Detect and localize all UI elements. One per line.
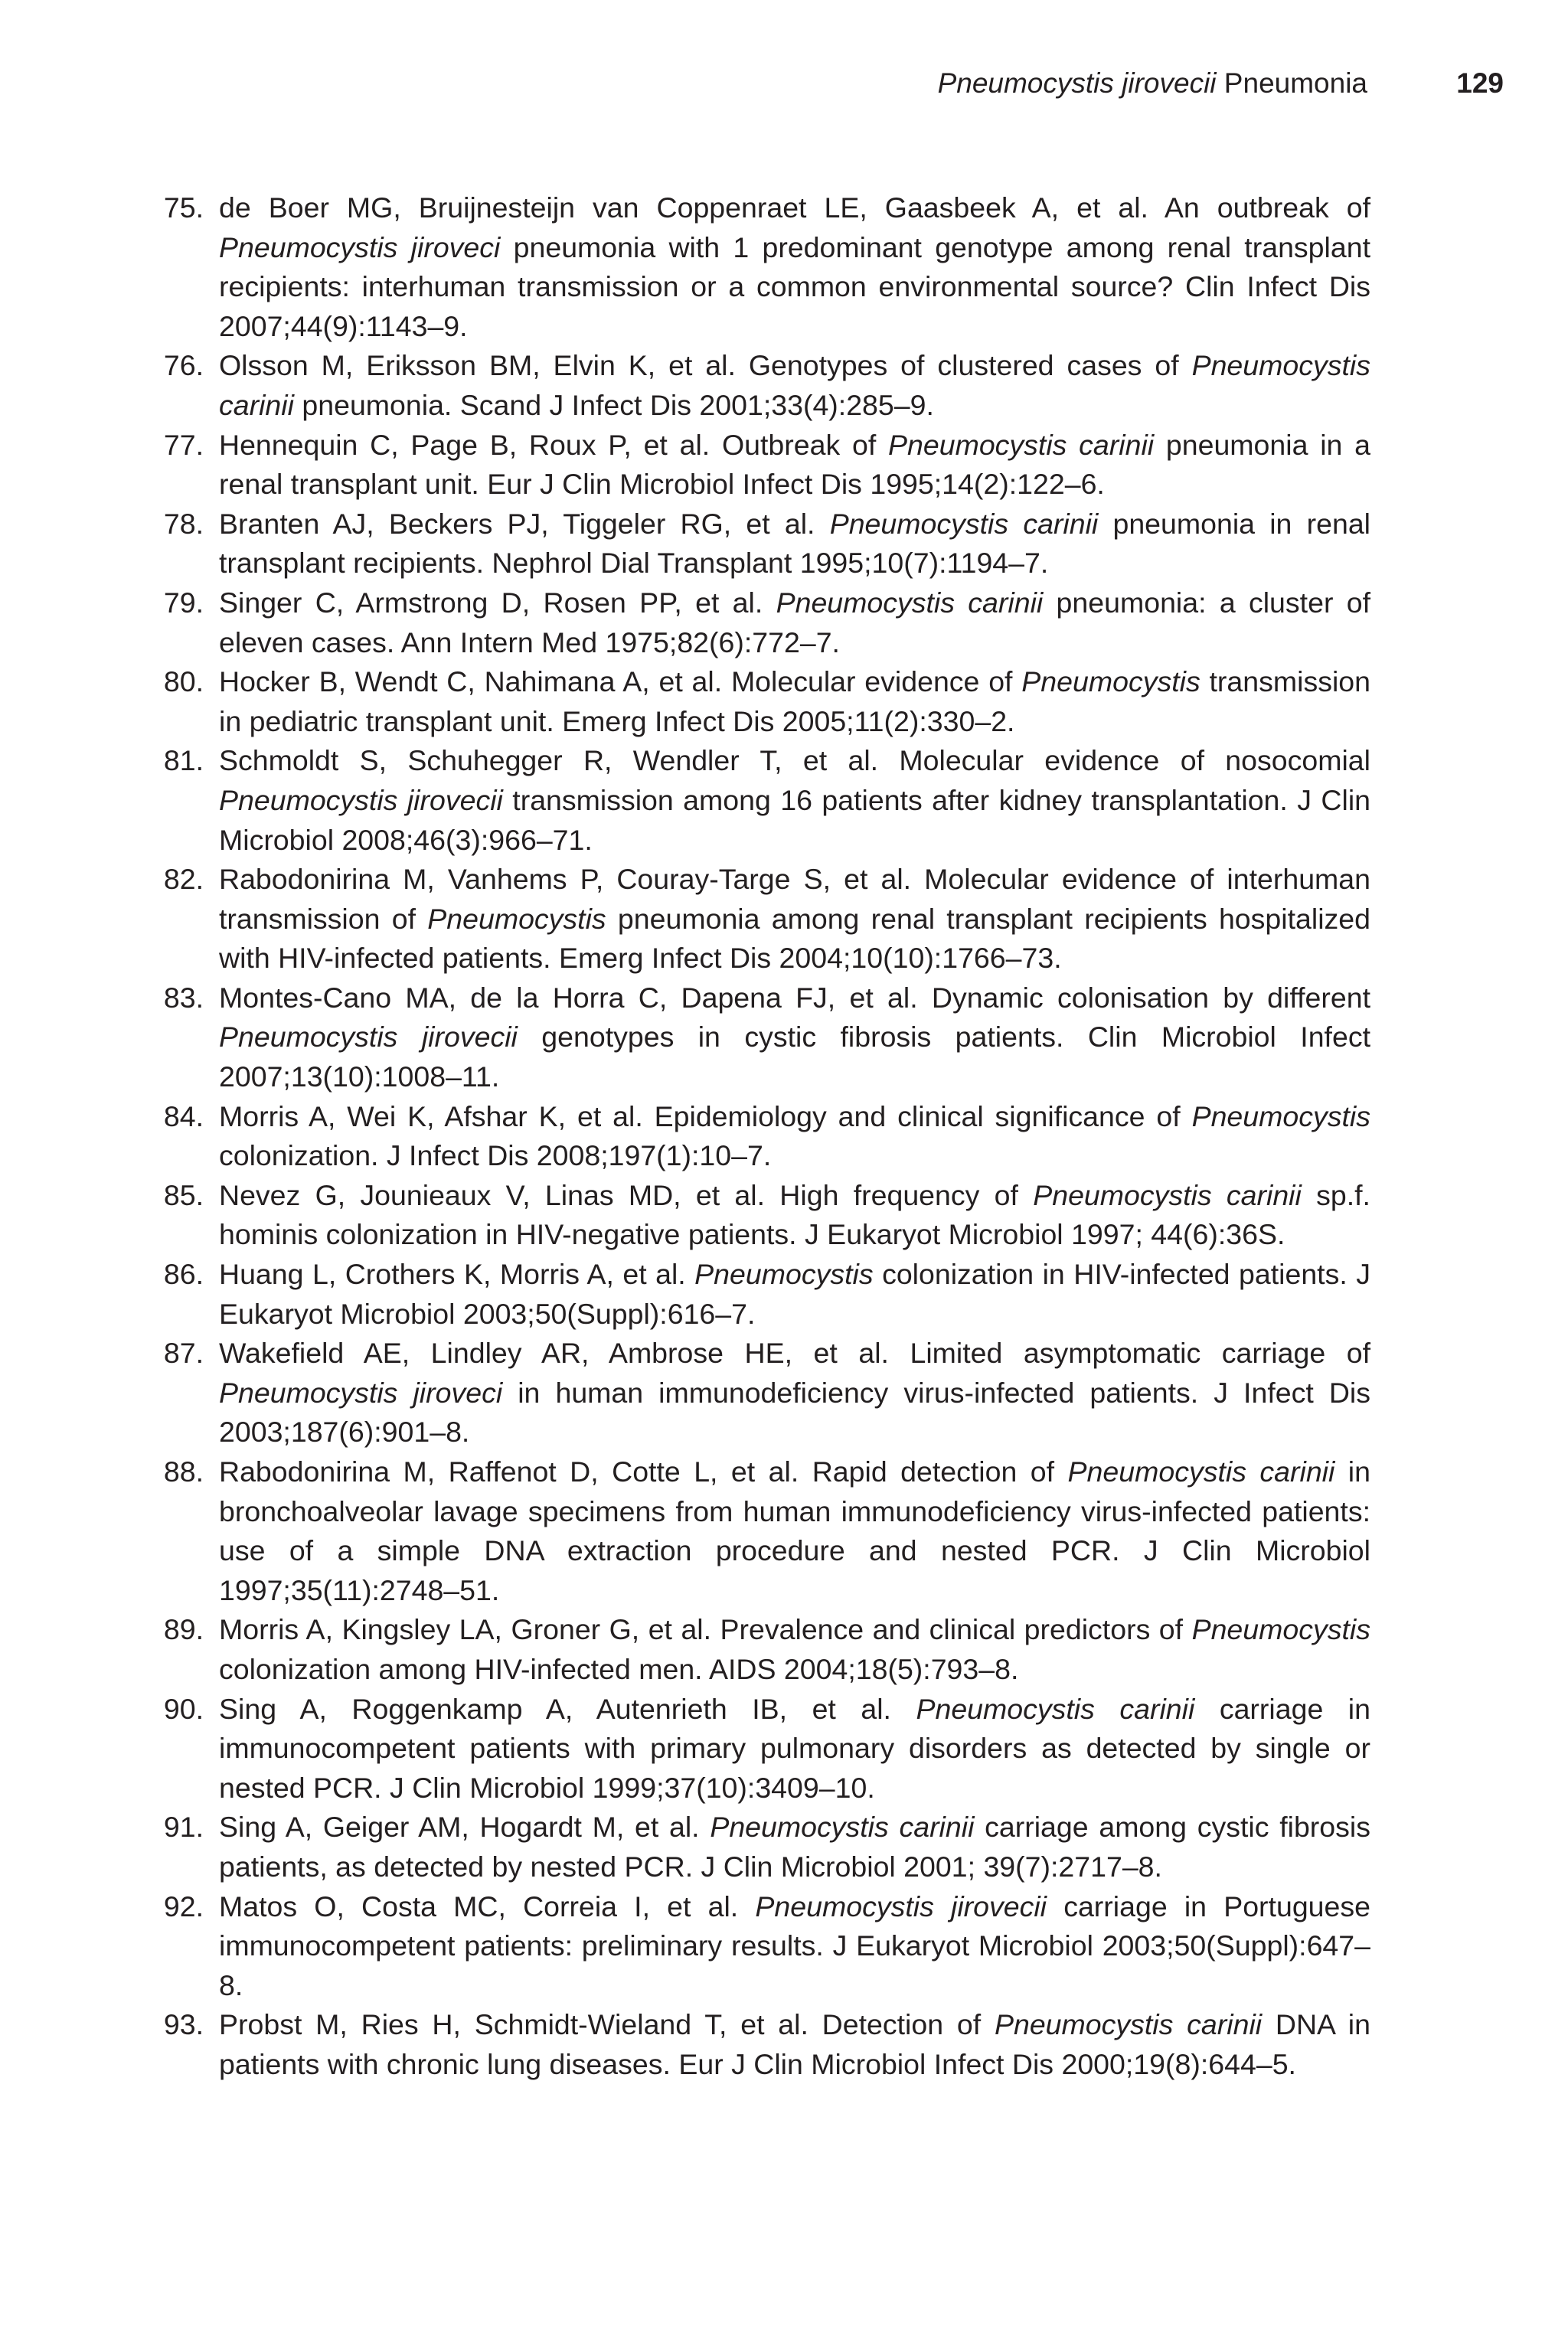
- reference-item: [153, 1097, 1370, 1176]
- reference-number: 89.: [163, 1613, 204, 1646]
- reference-text-segment: Probst M, Ries H, Schmidt-Wieland T, et al. Detection of: [219, 2008, 995, 2041]
- reference-species-name: Pneumocystis: [1191, 1613, 1370, 1646]
- reference-text-segment: Wakefield AE, Lindley AR, Ambrose HE, et al. Limited asymptomatic carriage of: [219, 1337, 1370, 1370]
- reference-text-segment: Hocker B, Wendt C, Nahimana A, et al. Molecular evidence of: [219, 665, 1022, 698]
- reference-text: [219, 982, 1370, 1093]
- reference-text: [219, 1258, 1370, 1330]
- reference-item: [153, 426, 1370, 505]
- reference-text: [219, 1613, 1370, 1685]
- reference-species-name: Pneumocystis jirovecii: [219, 783, 503, 816]
- reference-text-segment: pneumonia. Scand J Infect Dis 2001;33(4):285–9.: [293, 388, 934, 421]
- reference-text: [219, 1179, 1370, 1251]
- reference-text-segment: Olsson M, Eriksson BM, Elvin K, et al. Genotypes of clustered cases of: [219, 349, 1192, 382]
- reference-item: [153, 1808, 1370, 1886]
- reference-text-segment: Rabodonirina M, Raffenot D, Cotte L, et al. Rapid detection of: [219, 1455, 1068, 1488]
- reference-text: [219, 586, 1370, 658]
- reference-species-name: Pneumocystis: [427, 902, 606, 935]
- reference-number: 76.: [163, 349, 204, 382]
- reference-item: [153, 1334, 1370, 1452]
- reference-number: 77.: [163, 428, 204, 461]
- reference-text-segment: Nevez G, Jounieaux V, Linas MD, et al. High frequency of: [219, 1178, 1034, 1211]
- reference-species-name: Pneumocystis carinii: [710, 1811, 975, 1844]
- reference-species-name: Pneumocystis carinii: [1033, 1178, 1302, 1211]
- reference-number: 86.: [163, 1258, 204, 1291]
- reference-text-segment: Rabodonirina M, Vanhems P, Couray-Targe S, et al. Molecular evidence of interhuman transmission of: [219, 863, 1370, 935]
- reference-text-segment: pneumonia among renal transplant recipients hospitalized with HIV-infected patients. Emerg Infect Dis 2004;10(10):1766–73.: [219, 902, 1370, 975]
- reference-number: 85.: [163, 1178, 204, 1211]
- reference-species-name: Pneumocystis carinii: [829, 507, 1099, 540]
- reference-item: [153, 1690, 1370, 1808]
- page-number: 129: [1456, 67, 1504, 99]
- reference-text-segment: carriage among cystic fibrosis patients, as detected by nested PCR. J Clin Microbiol 2001; 39(7):2717–8.: [219, 1811, 1370, 1883]
- reference-text: [219, 349, 1370, 421]
- reference-species-name: Pneumocystis carinii: [994, 2008, 1263, 2041]
- reference-species-name: Pneumocystis carinii: [888, 428, 1155, 461]
- reference-number: 78.: [163, 507, 204, 540]
- reference-species-name: Pneumocystis carinii: [219, 349, 1370, 421]
- reference-number: 91.: [163, 1811, 204, 1844]
- reference-species-name: Pneumocystis: [1021, 665, 1200, 698]
- reference-text-segment: Montes-Cano MA, de la Horra C, Dapena FJ, et al. Dynamic colonisation by different: [219, 981, 1370, 1014]
- reference-item: [153, 1610, 1370, 1689]
- reference-species-name: Pneumocystis jirovecii: [219, 1021, 518, 1054]
- reference-text: [219, 1693, 1370, 1804]
- reference-text: [219, 508, 1370, 580]
- reference-text: [219, 429, 1370, 501]
- reference-text: [219, 1100, 1370, 1172]
- reference-text-segment: transmission among 16 patients after kidney transplantation. J Clin Microbiol 2008;46(3):966–71.: [219, 783, 1370, 856]
- reference-item: [153, 741, 1370, 860]
- reference-item: [153, 860, 1370, 978]
- reference-number: 90.: [163, 1692, 204, 1725]
- reference-species-name: Pneumocystis: [694, 1258, 874, 1291]
- reference-text-segment: Sing A, Geiger AM, Hogardt M, et al.: [219, 1811, 710, 1844]
- reference-text-segment: colonization. J Infect Dis 2008;197(1):10–7.: [219, 1139, 772, 1172]
- reference-text: [219, 863, 1370, 974]
- reference-number: 93.: [163, 2008, 204, 2041]
- reference-text-segment: pneumonia in renal transplant recipients. Nephrol Dial Transplant 1995;10(7):1194–7.: [219, 507, 1371, 580]
- running-head-title: [938, 64, 1367, 103]
- reference-text-segment: de Boer MG, Bruijnesteijn van Coppenraet LE, Gaasbeek A, et al. An outbreak of: [219, 191, 1370, 224]
- reference-number: 87.: [163, 1337, 204, 1370]
- reference-text-segment: colonization in HIV-infected patients. J Eukaryot Microbiol 2003;50(Suppl):616–7.: [219, 1258, 1370, 1330]
- reference-text-segment: Branten AJ, Beckers PJ, Tiggeler RG, et al.: [219, 507, 830, 540]
- reference-text-segment: carriage in immunocompetent patients with primary pulmonary disorders as detected by single or nested PCR. J Clin Microbiol 1999;37(10):3409–10.: [219, 1692, 1370, 1804]
- reference-number: 82.: [163, 863, 204, 896]
- reference-number: 81.: [163, 744, 204, 777]
- reference-number: 83.: [163, 981, 204, 1014]
- reference-item: [153, 505, 1370, 583]
- reference-species-name: Pneumocystis carinii: [776, 586, 1044, 619]
- reference-species-name: Pneumocystis jiroveci: [219, 1376, 503, 1409]
- reference-text-segment: Morris A, Wei K, Afshar K, et al. Epidemiology and clinical significance of: [219, 1099, 1192, 1132]
- reference-text-segment: carriage in Portuguese immunocompetent patients: preliminary results. J Eukaryot Microbiol 2003;50(Suppl):647–8.: [219, 1890, 1370, 2001]
- reference-text-segment: pneumonia: a cluster of eleven cases. Ann Intern Med 1975;82(6):772–7.: [219, 586, 1371, 658]
- reference-species-name: Pneumocystis: [1191, 1099, 1370, 1132]
- reference-item: [153, 346, 1370, 425]
- reference-text-segment: in human immunodeficiency virus-infected patients. J Infect Dis 2003;187(6):901–8.: [219, 1376, 1370, 1449]
- reference-list: [153, 188, 1370, 2085]
- reference-text-segment: Hennequin C, Page B, Roux P, et al. Outbreak of: [219, 428, 888, 461]
- running-head-title-roman: Pneumonia: [1216, 67, 1367, 99]
- reference-text: [219, 1455, 1370, 1606]
- reference-number: 75.: [163, 191, 204, 224]
- reference-text-segment: colonization among HIV-infected men. AIDS 2004;18(5):793–8.: [219, 1652, 1019, 1685]
- reference-text: [219, 2008, 1370, 2080]
- reference-number: 79.: [163, 586, 204, 619]
- reference-number: 92.: [163, 1890, 204, 1922]
- reference-item: [153, 1452, 1370, 1610]
- reference-item: [153, 978, 1370, 1097]
- reference-species-name: Pneumocystis jiroveci: [219, 230, 501, 263]
- reference-text-segment: Sing A, Roggenkamp A, Autenrieth IB, et al.: [219, 1692, 916, 1725]
- reference-text-segment: Schmoldt S, Schuhegger R, Wendler T, et al. Molecular evidence of nosocomial: [219, 744, 1370, 777]
- reference-text: [219, 1811, 1370, 1883]
- reference-text: [219, 744, 1370, 855]
- reference-text-segment: sp.f. hominis colonization in HIV-negative patients. J Eukaryot Microbiol 1997; 44(6):36S.: [219, 1178, 1370, 1251]
- reference-item: [153, 1176, 1370, 1255]
- running-head-title-italic: Pneumocystis jirovecii: [937, 67, 1217, 99]
- reference-item: [153, 1255, 1370, 1334]
- reference-species-name: Pneumocystis carinii: [916, 1692, 1195, 1725]
- reference-item: [153, 583, 1370, 662]
- reference-item: [153, 1887, 1370, 2006]
- reference-item: [153, 662, 1370, 741]
- reference-text-segment: genotypes in cystic fibrosis patients. Clin Microbiol Infect 2007;13(10):1008–11.: [219, 1021, 1370, 1093]
- reference-species-name: Pneumocystis carinii: [1067, 1455, 1335, 1488]
- reference-text: [219, 191, 1370, 342]
- reference-text: [219, 1337, 1370, 1448]
- reference-number: 80.: [163, 665, 204, 698]
- reference-number: 84.: [163, 1099, 204, 1132]
- reference-item: [153, 188, 1370, 346]
- reference-species-name: Pneumocystis jirovecii: [755, 1890, 1047, 1922]
- reference-text: [219, 1890, 1370, 2001]
- reference-text-segment: Matos O, Costa MC, Correia I, et al.: [219, 1890, 756, 1922]
- reference-text-segment: pneumonia with 1 predominant genotype among renal transplant recipients: interhuman transmission or a common environmental source? Clin Infect Dis 2007;44(9):1143–9.: [219, 230, 1370, 342]
- reference-item: [153, 2005, 1370, 2084]
- reference-text-segment: Morris A, Kingsley LA, Groner G, et al. Prevalence and clinical predictors of: [219, 1613, 1192, 1646]
- running-head: [153, 64, 1504, 110]
- reference-text: [219, 665, 1370, 737]
- reference-text-segment: transmission in pediatric transplant unit. Emerg Infect Dis 2005;11(2):330–2.: [219, 665, 1370, 737]
- reference-text-segment: DNA in patients with chronic lung diseases. Eur J Clin Microbiol Infect Dis 2000;19(8):644–5.: [219, 2008, 1370, 2080]
- reference-text-segment: Singer C, Armstrong D, Rosen PP, et al.: [219, 586, 776, 619]
- reference-text-segment: Huang L, Crothers K, Morris A, et al.: [219, 1258, 695, 1291]
- reference-text-segment: in bronchoalveolar lavage specimens from human immunodeficiency virus-infected patients: use of a simple DNA extraction procedure and nested PCR. J Clin Microbiol 1997;35(11):2748–51.: [219, 1455, 1370, 1606]
- reference-text-segment: pneumonia in a renal transplant unit. Eur J Clin Microbiol Infect Dis 1995;14(2):122–6.: [219, 428, 1370, 501]
- reference-number: 88.: [163, 1455, 204, 1488]
